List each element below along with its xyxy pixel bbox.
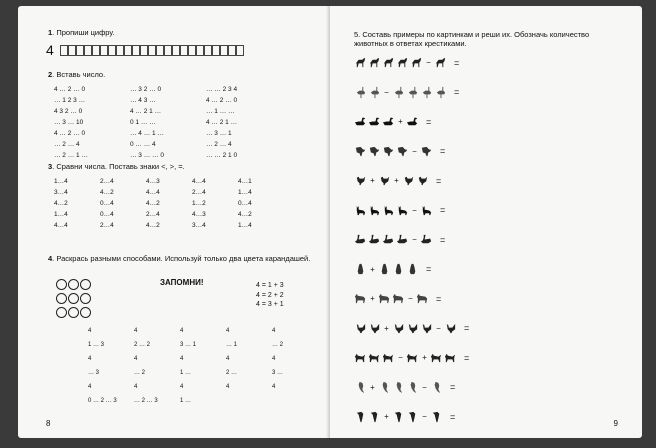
number-bond[interactable]: 4 <box>272 356 276 362</box>
duck-icon <box>368 115 381 128</box>
equals-sign[interactable]: = <box>440 234 446 245</box>
number-bond[interactable]: 2 … 2 <box>134 342 151 348</box>
hen-icon <box>354 174 367 187</box>
parrot-icon <box>406 381 419 394</box>
tracing-cell[interactable] <box>116 45 124 56</box>
coloring-circle[interactable] <box>56 279 67 290</box>
number-sequence[interactable]: 4 … 2 1 … <box>206 119 238 126</box>
operator: − <box>436 323 441 333</box>
number-sequence[interactable]: 0 1 … … <box>130 119 156 126</box>
tracing-cell[interactable] <box>212 45 220 56</box>
animal-row <box>354 263 431 276</box>
ostrich-icon <box>406 86 419 99</box>
horse-icon <box>354 56 367 69</box>
coloring-circle[interactable] <box>80 293 91 304</box>
equals-sign[interactable]: = <box>426 264 432 274</box>
cat-icon <box>382 204 395 217</box>
swan-icon <box>396 233 409 246</box>
number-bond[interactable]: 1 … <box>180 370 192 376</box>
animal-row <box>354 322 469 335</box>
number-bond[interactable]: 3 … <box>272 370 284 376</box>
equals-sign[interactable]: = <box>464 352 470 363</box>
coloring-circle[interactable] <box>56 293 67 304</box>
operator: − <box>412 235 417 244</box>
left-page <box>18 6 330 438</box>
equals-sign[interactable]: = <box>450 411 456 422</box>
comparison[interactable]: 1…4 <box>238 222 252 229</box>
comparison[interactable]: 2…4 <box>100 222 114 229</box>
operator: + <box>422 353 427 362</box>
rooster-icon <box>392 322 405 335</box>
number-bond[interactable]: 1 … <box>180 398 192 404</box>
comparison[interactable]: 4…4 <box>54 222 68 229</box>
hen-icon <box>402 174 415 187</box>
tracing-cell[interactable] <box>76 45 84 56</box>
wolf-icon <box>382 351 395 364</box>
number-sequence[interactable]: 4 … 2 1 … <box>130 108 162 115</box>
number-bond[interactable]: … 3 <box>88 370 100 376</box>
number-bond[interactable]: 1 … 3 <box>88 342 105 348</box>
task-1-heading: 1. Пропиши цифру. <box>48 28 115 37</box>
number-bond[interactable]: 4 <box>134 356 138 362</box>
number-bond[interactable]: 4 <box>226 328 230 334</box>
animal-row <box>354 292 441 305</box>
ostrich-icon <box>434 86 447 99</box>
trace-digit: 4 <box>46 42 54 58</box>
task-5-heading: 5. Составь примеры по картинкам и реши их. Обозначь количество животных в ответах крестиками. <box>354 30 590 48</box>
penguin-icon <box>392 263 405 276</box>
toucan-icon <box>354 410 367 423</box>
duck-icon <box>406 115 419 128</box>
equation: 4 = 2 + 2 <box>256 291 284 299</box>
number-bond[interactable]: 4 <box>88 356 92 362</box>
ostrich-icon <box>420 86 433 99</box>
comparison[interactable]: 4…3 <box>146 178 160 185</box>
toucan-icon <box>430 410 443 423</box>
operator: + <box>384 412 389 421</box>
comparison[interactable]: 3…4 <box>54 189 68 196</box>
comparison[interactable]: 0…4 <box>100 200 114 207</box>
swan-icon <box>382 233 395 246</box>
number-bond[interactable]: 4 <box>88 384 92 390</box>
tracing-cell[interactable] <box>84 45 92 56</box>
hen-icon <box>416 174 429 187</box>
parrot-icon <box>430 381 443 394</box>
tracing-cell[interactable] <box>228 45 236 56</box>
tracing-cell[interactable] <box>220 45 228 56</box>
number-bond[interactable]: 4 <box>134 384 138 390</box>
operator: − <box>422 412 427 421</box>
animal-row <box>354 56 459 69</box>
turkey-icon <box>368 145 381 158</box>
parrot-icon <box>354 381 367 394</box>
number-bond[interactable]: 3 … 1 <box>180 342 197 348</box>
parrot-icon <box>378 381 391 394</box>
number-sequence[interactable]: 4 … 2 … 0 <box>54 86 86 93</box>
task-2-heading: 2. Вставь число. <box>48 70 106 79</box>
comparison[interactable]: 0…4 <box>238 200 252 207</box>
operator: + <box>398 117 403 126</box>
cat-icon <box>368 204 381 217</box>
rooster-icon <box>368 322 381 335</box>
remember-equations <box>256 281 284 310</box>
number-sequence[interactable]: … … 2 1 0 <box>206 152 238 159</box>
page-number-right: 9 <box>613 419 618 428</box>
tracing-cell[interactable] <box>100 45 108 56</box>
coloring-circle[interactable] <box>80 279 91 290</box>
tracing-cell[interactable] <box>172 45 180 56</box>
number-bond[interactable]: 4 <box>88 328 92 334</box>
right-page <box>330 6 642 438</box>
comparison[interactable]: 1…4 <box>54 211 68 218</box>
coloring-circle[interactable] <box>68 279 79 290</box>
penguin-icon <box>378 263 391 276</box>
wolf-icon <box>430 351 443 364</box>
rooster-icon <box>444 322 457 335</box>
ostrich-icon <box>354 86 367 99</box>
donkey-icon <box>378 292 391 305</box>
animal-row <box>354 233 445 246</box>
number-bond[interactable]: … 2 … 3 <box>134 398 158 404</box>
toucan-icon <box>392 410 405 423</box>
animal-row <box>354 410 455 423</box>
rooster-icon <box>406 322 419 335</box>
horse-icon <box>410 56 423 69</box>
coloring-circle[interactable] <box>80 307 91 318</box>
number-bond[interactable]: 4 <box>180 328 184 334</box>
number-bond[interactable]: 4 <box>226 356 230 362</box>
operator: + <box>370 382 375 392</box>
number-sequence[interactable]: … 2 … 4 <box>206 141 232 148</box>
animal-row <box>354 86 459 99</box>
comparison[interactable]: 2…4 <box>100 178 114 185</box>
equals-sign[interactable]: = <box>454 87 460 97</box>
comparison[interactable]: 4…2 <box>54 200 68 207</box>
remember-label: ЗАПОМНИ! <box>160 278 204 287</box>
number-sequence[interactable]: … … 2 3 4 <box>206 86 238 93</box>
wolf-icon <box>368 351 381 364</box>
tracing-cell[interactable] <box>132 45 140 56</box>
number-sequence[interactable]: … 4 … 1 … <box>130 130 164 137</box>
number-bond[interactable]: 2 … <box>226 370 238 376</box>
comparison[interactable]: 4…2 <box>100 189 114 196</box>
equals-sign[interactable]: = <box>454 57 460 68</box>
animal-row <box>354 145 445 158</box>
number-bond[interactable]: 0 … 2 … 3 <box>88 398 117 404</box>
penguin-icon <box>406 263 419 276</box>
number-sequence[interactable]: … 1 2 3 … <box>54 97 86 104</box>
equals-sign[interactable]: = <box>440 205 446 215</box>
animal-row <box>354 381 455 394</box>
tracing-cells <box>60 45 244 56</box>
compare-grid <box>54 178 284 230</box>
coloring-circles <box>56 279 92 318</box>
donkey-icon <box>392 292 405 305</box>
cat-icon <box>354 204 367 217</box>
task-3-heading: 3. Сравни числа. Поставь знаки <, >, =. <box>48 162 185 171</box>
tracing-cell[interactable] <box>68 45 76 56</box>
number-bond[interactable]: … 2 <box>134 370 146 376</box>
horse-icon <box>396 56 409 69</box>
horse-icon <box>368 56 381 69</box>
task-4-heading: 4. Раскрась разными способами. Используй только два цвета карандашей. <box>48 254 311 263</box>
number-bond[interactable]: 4 <box>180 356 184 362</box>
equation: 4 = 3 + 1 <box>256 301 284 308</box>
comparison[interactable]: 1…4 <box>54 178 68 185</box>
wolf-icon <box>406 351 419 364</box>
operator: − <box>422 382 427 392</box>
ostrich-icon <box>368 86 381 99</box>
swan-icon <box>368 233 381 246</box>
comparison[interactable]: 4…2 <box>238 211 252 218</box>
operator: − <box>408 294 413 303</box>
cat-icon <box>396 204 409 217</box>
tracing-cell[interactable] <box>108 45 116 56</box>
number-sequence[interactable]: … 2 … 1 … <box>54 152 88 159</box>
number-sequence[interactable]: … 4 3 … <box>130 97 156 104</box>
donkey-icon <box>354 292 367 305</box>
tracing-cell[interactable] <box>140 45 148 56</box>
operator: + <box>370 264 375 274</box>
comparison[interactable]: 4…1 <box>238 178 252 185</box>
equals-sign[interactable]: = <box>426 116 432 127</box>
digit-tracing-strip <box>46 42 244 58</box>
comparison[interactable]: 0…4 <box>100 211 114 218</box>
page-number-left: 8 <box>46 419 51 428</box>
tracing-cell[interactable] <box>60 45 68 56</box>
coloring-circle[interactable] <box>68 293 79 304</box>
comparison[interactable]: 4…3 <box>192 211 206 218</box>
equation: 4 = 1 + 3 <box>256 282 284 289</box>
rooster-icon <box>354 322 367 335</box>
number-bond[interactable]: 4 <box>180 384 184 390</box>
number-bond[interactable]: 4 <box>134 328 138 334</box>
comparison[interactable]: 4…2 <box>146 222 160 229</box>
swan-icon <box>354 233 367 246</box>
turkey-icon <box>420 145 433 158</box>
number-sequence[interactable]: 4 … 2 … 0 <box>54 130 86 137</box>
operator: + <box>394 176 399 185</box>
operator: − <box>426 58 431 67</box>
wolf-icon <box>444 351 457 364</box>
turkey-icon <box>354 145 367 158</box>
number-bond[interactable]: … 2 <box>272 342 284 348</box>
duck-icon <box>354 115 367 128</box>
horse-icon <box>382 56 395 69</box>
operator: + <box>370 176 375 185</box>
comparison[interactable]: 4…4 <box>146 189 160 196</box>
animal-row <box>354 204 445 217</box>
donkey-icon <box>416 292 429 305</box>
equals-sign[interactable]: = <box>464 323 470 333</box>
wolf-icon <box>354 351 367 364</box>
animal-row <box>354 351 469 364</box>
tracing-cell[interactable] <box>148 45 156 56</box>
number-sequence[interactable]: … 3 … … 0 <box>130 152 164 159</box>
number-sequence[interactable]: … 3 … 1 <box>206 130 232 137</box>
turkey-icon <box>382 145 395 158</box>
number-sequence[interactable]: 4 … 2 … 0 <box>206 97 238 104</box>
cat-icon <box>420 204 433 217</box>
number-bond[interactable]: 4 <box>272 328 276 334</box>
coloring-circle[interactable] <box>56 307 67 318</box>
toucan-icon <box>406 410 419 423</box>
insert-number-grid <box>54 86 282 160</box>
tracing-cell[interactable] <box>164 45 172 56</box>
equals-sign[interactable]: = <box>436 175 442 186</box>
ostrich-icon <box>392 86 405 99</box>
operator: − <box>412 146 417 156</box>
number-sequence[interactable]: 4 3 2 … 0 <box>54 108 83 115</box>
operator: + <box>370 294 375 303</box>
turkey-icon <box>396 145 409 158</box>
number-bond[interactable]: … 1 <box>226 342 238 348</box>
coloring-circle[interactable] <box>68 307 79 318</box>
operator: − <box>412 205 417 215</box>
tracing-cell[interactable] <box>92 45 100 56</box>
tracing-cell[interactable] <box>236 45 244 56</box>
rooster-icon <box>420 322 433 335</box>
number-sequence[interactable]: … 3 2 … 0 <box>130 86 162 93</box>
toucan-icon <box>368 410 381 423</box>
number-bond[interactable]: 4 <box>272 384 276 390</box>
comparison[interactable]: 4…4 <box>192 178 206 185</box>
hen-icon <box>378 174 391 187</box>
horse-icon <box>434 56 447 69</box>
animal-row <box>354 174 441 187</box>
comparison[interactable]: 1…2 <box>192 200 206 207</box>
tracing-cell[interactable] <box>180 45 188 56</box>
tracing-cell[interactable] <box>188 45 196 56</box>
equals-sign[interactable]: = <box>450 382 456 392</box>
equals-sign[interactable]: = <box>440 146 446 156</box>
tracing-cell[interactable] <box>196 45 204 56</box>
tracing-cell[interactable] <box>156 45 164 56</box>
operator: + <box>384 323 389 333</box>
duck-icon <box>382 115 395 128</box>
equals-sign[interactable]: = <box>436 293 442 304</box>
penguin-icon <box>354 263 367 276</box>
operator: − <box>384 87 389 97</box>
number-sequence[interactable]: … 3 … 10 <box>54 119 84 126</box>
comparison[interactable]: 1…4 <box>238 189 252 196</box>
comparison[interactable]: 4…2 <box>146 200 160 207</box>
animal-row <box>354 115 431 128</box>
operator: − <box>398 353 403 362</box>
number-sequence[interactable]: 0 … … 4 <box>130 141 156 148</box>
swan-icon <box>420 233 433 246</box>
comparison[interactable]: 2…4 <box>146 211 160 218</box>
tracing-cell[interactable] <box>124 45 132 56</box>
number-sequence[interactable]: … 2 … 4 <box>54 141 80 148</box>
number-sequence[interactable]: … 1 … … <box>206 108 235 115</box>
number-bond[interactable]: 4 <box>226 384 230 390</box>
comparison[interactable]: 2…4 <box>192 189 206 196</box>
tracing-cell[interactable] <box>204 45 212 56</box>
parrot-icon <box>392 381 405 394</box>
comparison[interactable]: 3…4 <box>192 222 206 229</box>
